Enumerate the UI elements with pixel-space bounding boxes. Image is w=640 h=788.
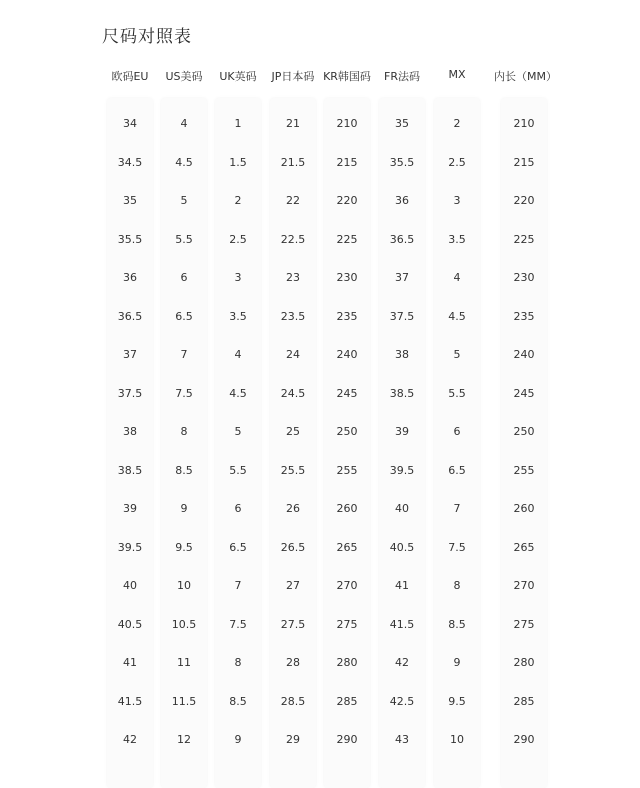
cell-fr: 43 — [395, 733, 409, 746]
cell-eu: 39 — [123, 502, 137, 515]
cell-kr: 270 — [336, 579, 358, 592]
cell-us: 9.5 — [175, 540, 193, 554]
cell-fr: 41 — [395, 579, 409, 592]
cell-eu: 39.5 — [117, 540, 143, 554]
cell-inner-length: 235 — [513, 309, 535, 323]
cell-fr: 42.5 — [389, 694, 415, 708]
cell-inner-length: 275 — [513, 617, 535, 631]
cell-inner-length: 245 — [513, 386, 535, 400]
cell-fr: 36.5 — [389, 232, 415, 246]
cell-mx: 10 — [450, 733, 464, 746]
page-title: 尺码对照表 — [102, 27, 192, 47]
cell-mx: 6 — [453, 425, 461, 438]
cell-uk: 7.5 — [229, 617, 247, 631]
table-row — [103, 259, 553, 297]
cell-mx: 4.5 — [448, 309, 466, 323]
cell-kr: 230 — [336, 271, 358, 284]
cell-inner-length: 240 — [513, 348, 535, 361]
cell-inner-length: 225 — [513, 232, 535, 246]
cell-jp: 21.5 — [280, 155, 306, 169]
cell-eu: 41.5 — [117, 694, 143, 708]
cell-mx: 7.5 — [448, 540, 466, 554]
cell-us: 6.5 — [175, 309, 193, 323]
header-jp: JP日本码 — [271, 70, 315, 83]
table-row — [103, 413, 553, 451]
table-row — [103, 375, 553, 413]
cell-eu: 34 — [123, 117, 137, 130]
cell-kr: 265 — [336, 540, 358, 554]
cell-uk: 8.5 — [229, 694, 247, 708]
cell-eu: 40.5 — [117, 617, 143, 631]
cell-mx: 4 — [453, 271, 461, 284]
cell-us: 7 — [180, 348, 188, 361]
cell-inner-length: 255 — [513, 463, 535, 477]
cell-fr: 40 — [395, 502, 409, 515]
cell-mx: 5.5 — [448, 386, 466, 400]
table-row — [103, 221, 553, 259]
header-eu: 欧码EU — [111, 70, 149, 83]
header-mx: MX — [448, 68, 466, 81]
cell-eu: 35.5 — [117, 232, 143, 246]
cell-jp: 25 — [286, 425, 300, 438]
table-row — [103, 490, 553, 528]
cell-fr: 38 — [395, 348, 409, 361]
header-us: US美码 — [165, 70, 203, 83]
cell-uk: 3.5 — [229, 309, 247, 323]
cell-eu: 34.5 — [117, 155, 143, 169]
cell-uk: 2.5 — [229, 232, 247, 246]
cell-eu: 42 — [123, 733, 137, 746]
cell-kr: 215 — [336, 155, 358, 169]
cell-mx: 3.5 — [448, 232, 466, 246]
cell-us: 4 — [180, 117, 188, 130]
cell-kr: 275 — [336, 617, 358, 631]
table-row — [103, 721, 553, 759]
cell-fr: 42 — [395, 656, 409, 669]
cell-us: 11 — [177, 656, 191, 669]
table-row — [103, 567, 553, 605]
cell-kr: 240 — [336, 348, 358, 361]
header-kr: KR韩国码 — [323, 70, 371, 83]
cell-fr: 36 — [395, 194, 409, 207]
cell-inner-length: 215 — [513, 155, 535, 169]
cell-inner-length: 280 — [513, 656, 535, 669]
cell-eu: 37 — [123, 348, 137, 361]
header-uk: UK英码 — [219, 70, 257, 83]
cell-inner-length: 265 — [513, 540, 535, 554]
cell-eu: 40 — [123, 579, 137, 592]
table-row — [103, 105, 553, 143]
cell-mx: 7 — [453, 502, 461, 515]
cell-jp: 23 — [286, 271, 300, 284]
cell-jp: 24.5 — [280, 386, 306, 400]
table-row — [103, 606, 553, 644]
cell-uk: 3 — [234, 271, 242, 284]
cell-jp: 21 — [286, 117, 300, 130]
cell-kr: 220 — [336, 194, 358, 207]
cell-inner-length: 260 — [513, 502, 535, 515]
cell-mx: 3 — [453, 194, 461, 207]
header-fr: FR法码 — [384, 70, 420, 83]
cell-us: 12 — [177, 733, 191, 746]
cell-uk: 4.5 — [229, 386, 247, 400]
cell-jp: 29 — [286, 733, 300, 746]
cell-eu: 35 — [123, 194, 137, 207]
cell-uk: 8 — [234, 656, 242, 669]
cell-jp: 28.5 — [280, 694, 306, 708]
cell-fr: 41.5 — [389, 617, 415, 631]
cell-uk: 6 — [234, 502, 242, 515]
table-row — [103, 336, 553, 374]
cell-fr: 39 — [395, 425, 409, 438]
cell-eu: 38 — [123, 425, 137, 438]
cell-us: 6 — [180, 271, 188, 284]
cell-us: 5.5 — [175, 232, 193, 246]
cell-fr: 37 — [395, 271, 409, 284]
cell-us: 10 — [177, 579, 191, 592]
cell-kr: 235 — [336, 309, 358, 323]
cell-mx: 2.5 — [448, 155, 466, 169]
cell-eu: 36.5 — [117, 309, 143, 323]
cell-fr: 39.5 — [389, 463, 415, 477]
table-row — [103, 644, 553, 682]
cell-inner-length: 230 — [513, 271, 535, 284]
table-header-row — [103, 58, 557, 98]
cell-fr: 35.5 — [389, 155, 415, 169]
cell-eu: 36 — [123, 271, 137, 284]
cell-uk: 1.5 — [229, 155, 247, 169]
cell-uk: 1 — [234, 117, 242, 130]
cell-jp: 27 — [286, 579, 300, 592]
cell-fr: 38.5 — [389, 386, 415, 400]
cell-jp: 25.5 — [280, 463, 306, 477]
cell-eu: 37.5 — [117, 386, 143, 400]
cell-uk: 4 — [234, 348, 242, 361]
cell-us: 9 — [180, 502, 188, 515]
cell-inner-length: 210 — [513, 117, 535, 130]
cell-inner-length: 220 — [513, 194, 535, 207]
cell-uk: 5 — [234, 425, 242, 438]
cell-jp: 22 — [286, 194, 300, 207]
cell-us: 5 — [180, 194, 188, 207]
cell-jp: 22.5 — [280, 232, 306, 246]
cell-us: 8 — [180, 425, 188, 438]
cell-inner-length: 285 — [513, 694, 535, 708]
cell-jp: 28 — [286, 656, 300, 669]
cell-kr: 225 — [336, 232, 358, 246]
header-inner-length: 内长（MM） — [494, 70, 557, 83]
cell-mx: 2 — [453, 117, 461, 130]
cell-us: 10.5 — [171, 617, 197, 631]
cell-jp: 23.5 — [280, 309, 306, 323]
cell-kr: 280 — [336, 656, 358, 669]
cell-fr: 35 — [395, 117, 409, 130]
cell-kr: 260 — [336, 502, 358, 515]
cell-uk: 9 — [234, 733, 242, 746]
cell-jp: 26.5 — [280, 540, 306, 554]
cell-mx: 5 — [453, 348, 461, 361]
table-row — [103, 182, 553, 220]
cell-kr: 210 — [336, 117, 358, 130]
cell-eu: 38.5 — [117, 463, 143, 477]
cell-uk: 5.5 — [229, 463, 247, 477]
cell-jp: 27.5 — [280, 617, 306, 631]
cell-jp: 26 — [286, 502, 300, 515]
cell-us: 8.5 — [175, 463, 193, 477]
cell-uk: 2 — [234, 194, 242, 207]
cell-jp: 24 — [286, 348, 300, 361]
cell-mx: 8 — [453, 579, 461, 592]
cell-kr: 245 — [336, 386, 358, 400]
cell-fr: 37.5 — [389, 309, 415, 323]
cell-kr: 255 — [336, 463, 358, 477]
cell-mx: 9 — [453, 656, 461, 669]
cell-mx: 6.5 — [448, 463, 466, 477]
cell-kr: 290 — [336, 733, 358, 746]
cell-inner-length: 270 — [513, 579, 535, 592]
cell-inner-length: 250 — [513, 425, 535, 438]
cell-eu: 41 — [123, 656, 137, 669]
table-row — [103, 144, 553, 182]
table-row — [103, 298, 553, 336]
cell-fr: 40.5 — [389, 540, 415, 554]
table-row — [103, 452, 553, 490]
cell-kr: 250 — [336, 425, 358, 438]
cell-mx: 9.5 — [448, 694, 466, 708]
cell-kr: 285 — [336, 694, 358, 708]
cell-uk: 6.5 — [229, 540, 247, 554]
cell-mx: 8.5 — [448, 617, 466, 631]
table-row — [103, 529, 553, 567]
cell-uk: 7 — [234, 579, 242, 592]
cell-us: 4.5 — [175, 155, 193, 169]
cell-us: 7.5 — [175, 386, 193, 400]
table-row — [103, 683, 553, 721]
cell-inner-length: 290 — [513, 733, 535, 746]
cell-us: 11.5 — [171, 694, 197, 708]
